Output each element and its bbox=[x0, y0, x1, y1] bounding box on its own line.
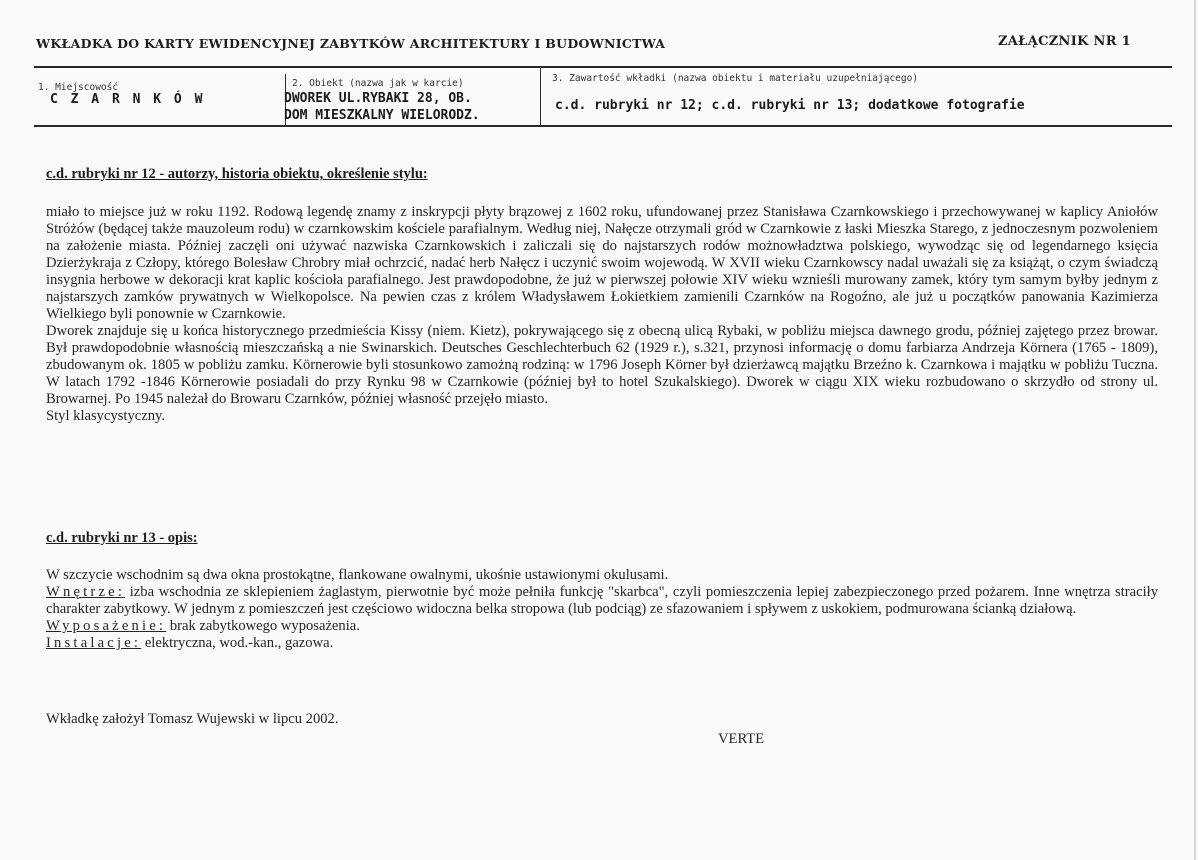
interior-label: Wnętrze: bbox=[46, 584, 126, 600]
object-value-line2: DOM MIESZKALNY WIELORODZ. bbox=[284, 108, 480, 123]
installations-label: Instalacje: bbox=[46, 635, 142, 651]
scan-edge-mark bbox=[1194, 0, 1196, 860]
verte-note: VERTE bbox=[718, 731, 765, 747]
section12-style: Styl klasycystyczny. bbox=[46, 408, 166, 424]
contents-value: c.d. rubryki nr 12; c.d. rubryki nr 13; dodatkowe fotografie bbox=[555, 98, 1025, 113]
equipment-text: brak zabytkowego wyposażenia. bbox=[166, 618, 360, 634]
object-value-line1: DWOREK UL.RYBAKI 28, OB. bbox=[284, 91, 472, 106]
field-divider-2 bbox=[540, 68, 541, 126]
section13-equipment bbox=[46, 618, 1158, 635]
section13-heading: c.d. rubryki nr 13 - opis: bbox=[46, 530, 198, 546]
interior-text: izba wschodnia ze sklepieniem żaglastym, pierwotnie być może pełniła funkcję "skarbca", czyli pomieszczenia lepiej zabezpieczonego przed pożarem. Inne wnętrza straciły charakter zabytkowy. W jednym z pomieszczeń jest częściowo widoczna belka stropowa (lub podciąg) ze sfazowaniem i spływem z uskokiem, podmurowana ścianką działową. bbox=[46, 584, 1158, 617]
annex-number: ZAŁĄCZNIK NR 1 bbox=[998, 34, 1131, 49]
section12-paragraph-history: miało to miejsce już w roku 1192. Rodową legendę znamy z inskrypcji płyty brązowej z 1602 roku, ufundowanej przez Stanisława Czarnkowskiego i przechowywanej w kaplicy Aniołów Stróżów (będącej także mauzoleum rodu) w czarnkowskim kościele parafialnym. Według niej, Nałęcze otrzymali gród w Czarnkowie z łaski Mieszka Starego, z jednoczesnym pozwoleniem na założenie miasta. Później zaczęli oni używać nazwiska Czarnkowskich i zaliczali się do najstarszych rodów możnowładztwa polskiego, wywodząc się od legendarnego księcia Dzierżykraja z Człopy, którego Bolesław Chrobry miał ochrzcić, nadać herb Nałęcz i uczynić swoim wojewodą. W XVII wieku Czarnkowscy nadal uważali się za książąt, o czym świadczą insygnia herbowe w dekoracji krat kaplic kościoła parafialnego. Jest prawdopodobne, że już w pierwszej połowie XIV wieku wznieśli murowany zamek, który tym samym byłby jednym z najstarszych zamków prywatnych w Wielkopolsce. Na pewien czas z królem Władysławem Łokietkiem zamienili Czarnków na Rogoźno, ale już u początków panowania Kazimierza Wielkiego byli ponownie w Czarnkowie. bbox=[46, 204, 1158, 322]
section13-gable: W szczycie wschodnim są dwa okna prostokątne, flankowane owalnymi, ukośnie ustawionymi okulusami. bbox=[46, 567, 669, 583]
header-rule-bottom bbox=[34, 125, 1172, 127]
section13-installations bbox=[46, 635, 1158, 652]
locality-value: C Z A R N K Ó W bbox=[50, 92, 205, 107]
installations-text: elektryczna, wod.-kan., gazowa. bbox=[141, 635, 334, 651]
header-rule-top bbox=[34, 66, 1172, 68]
locality-label: 1. Miejscowość bbox=[38, 82, 119, 93]
form-title: WKŁADKA DO KARTY EWIDENCYJNEJ ZABYTKÓW ARCHITEKTURY I BUDOWNICTWA bbox=[36, 36, 666, 51]
section13-text bbox=[46, 567, 1158, 652]
object-label: 2. Obiekt (nazwa jak w karcie) bbox=[292, 78, 464, 89]
section12-paragraph-manor: Dworek znajduje się u końca historycznego przedmieścia Kissy (niem. Kietz), pokrywającego się z obecną ulicą Rybaki, w pobliżu miejsca dawnego grodu, później zajętego przez browar. Był prawdopodobnie własnością mieszczańską a nie Swinarskich. Deutsches Geschlechterbuch 62 (1929 r.), s.321, przynosi informację o domu farbiarza Andrzeja Körnera (1765 - 1809), zbudowanym ok. 1805 w pobliżu zamku. Körnerowie byli stosunkowo zamożną rodziną: w 1796 Joseph Körner był dzierżawcą majątku Brzeźno k. Czarnkowa i majątku w pobliżu Tuczna. W latach 1792 -1846 Körnerowie posiadali do przy Rynku 98 w Czarnkowie (później był to hotel Szukalskiego). Dworek w ciągu XIX wieku rozbudowano o skrzydło od strony ul. Browarnej. Po 1945 należał do Browaru Czarnków, później własność przejęło miasto. bbox=[46, 323, 1158, 407]
author-note: Wkładkę założył Tomasz Wujewski w lipcu 2002. bbox=[46, 711, 339, 727]
contents-label: 3. Zawartość wkładki (nazwa obiektu i materiału uzupełniającego) bbox=[552, 73, 919, 84]
section12-heading: c.d. rubryki nr 12 - autorzy, historia obiektu, określenie stylu: bbox=[46, 166, 428, 182]
section12-text bbox=[46, 204, 1158, 425]
section13-interior bbox=[46, 584, 1158, 618]
equipment-label: Wyposażenie: bbox=[46, 618, 167, 634]
